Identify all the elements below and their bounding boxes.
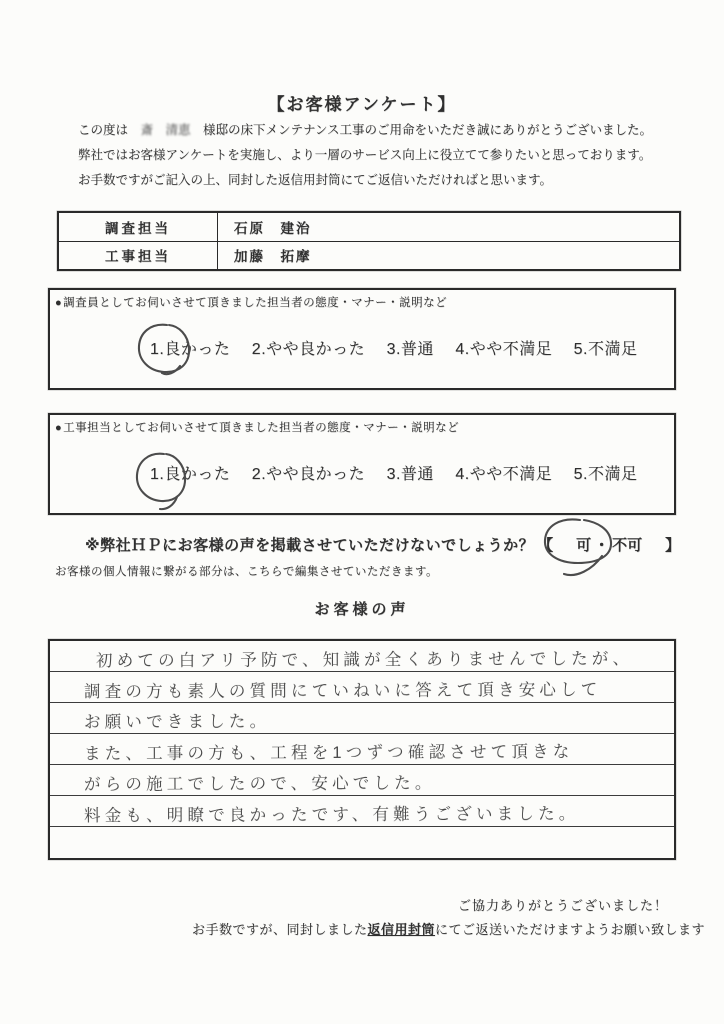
voice-line (50, 796, 674, 827)
footer-request (192, 919, 705, 938)
handwritten-text: 料金も、明瞭で良かったです、有難うございました。 (83, 804, 580, 826)
voice-line (50, 641, 674, 672)
staff-table (57, 211, 681, 271)
hp-option-yes: 可 (576, 537, 592, 554)
question-heading-text: 調査員としてお伺いさせて頂きました担当者の態度・マナー・説明など (63, 297, 448, 309)
footer-request-suffix: にてご返送いただけますようお願い致します (434, 922, 705, 937)
question-box-surveyor (48, 288, 676, 390)
bracket-open: 【 (538, 537, 554, 554)
voice-line (50, 765, 674, 796)
intro-paragraph (78, 118, 658, 193)
intro-line-1 (78, 118, 658, 143)
voice-line (50, 734, 674, 765)
question-heading-text: 工事担当としてお伺いさせて頂きました担当者の態度・マナー・説明など (63, 422, 460, 434)
voice-line-empty (50, 827, 674, 858)
rating-options: 1.良かった 2.やや良かった 3.普通 4.やや不満足 5.不満足 (150, 466, 638, 483)
survey-staff-label: 調査担当 (105, 220, 171, 236)
bullet-icon: ● (55, 422, 63, 434)
question-heading (55, 294, 447, 310)
handwritten-text: また、工事の方も、工程を1つずつ確認させて頂きな (83, 742, 574, 764)
bracket-close: 】 (665, 537, 681, 554)
footer-thanks: ご協力ありがとうございました！ (457, 898, 668, 913)
footer-request-prefix: お手数ですが、同封しました (191, 922, 368, 937)
customer-voice-box (48, 639, 676, 860)
construction-staff-label: 工事担当 (105, 249, 171, 265)
bullet-icon: ● (55, 297, 63, 309)
handwritten-text: 初めての白アリ予防で、知識が全くありませんでしたが、 (95, 649, 634, 671)
hp-consent-choices (538, 534, 680, 555)
hp-option-no: 不可 (612, 537, 643, 554)
page-title: 【お客様アンケート】 (267, 95, 457, 114)
intro-line-2: 弊社ではお客様アンケートを実施し、より一層のサービス向上に役立てて参りたいと思っております。 (78, 148, 652, 162)
question-box-construction (48, 413, 676, 515)
customer-name: 斎 清恵 (140, 123, 191, 137)
hp-consent-question (85, 534, 680, 555)
table-row-construction-staff (59, 241, 679, 270)
handwritten-text: 調査の方も素人の質問にていねいに答えて頂き安心して (83, 680, 602, 702)
hp-consent-text: ※弊社ＨＰにお客様の声を掲載させていただけないでしょうか？ (85, 537, 535, 554)
handwritten-text: お願いできました。 (83, 712, 271, 732)
voice-line (50, 703, 674, 734)
handwritten-text: がらの施工でしたので、安心でした。 (83, 774, 436, 794)
survey-staff-name: 石原 建治 (217, 213, 679, 241)
voice-section-heading: お客様の声 (314, 601, 410, 618)
voice-line (50, 672, 674, 703)
intro-line-1-prefix: この度は (78, 123, 141, 137)
table-row-survey-staff (59, 213, 679, 241)
hp-option-separator: ・ (594, 537, 610, 554)
hp-consent-note: お客様の個人情報に繋がる部分は、こちらで編集させていただきます。 (55, 566, 438, 578)
construction-staff-name: 加藤 拓摩 (217, 242, 679, 270)
footer-request-envelope: 返信用封筒 (367, 922, 435, 937)
question-heading (55, 419, 459, 435)
intro-line-1-suffix: 様邸の床下メンテナンス工事のご用命をいただき誠にありがとうございました。 (190, 123, 653, 137)
intro-line-3: お手数ですがご記入の上、同封した返信用封筒にてご返信いただければと思います。 (78, 173, 553, 187)
rating-options: 1.良かった 2.やや良かった 3.普通 4.やや不満足 5.不満足 (150, 341, 638, 358)
